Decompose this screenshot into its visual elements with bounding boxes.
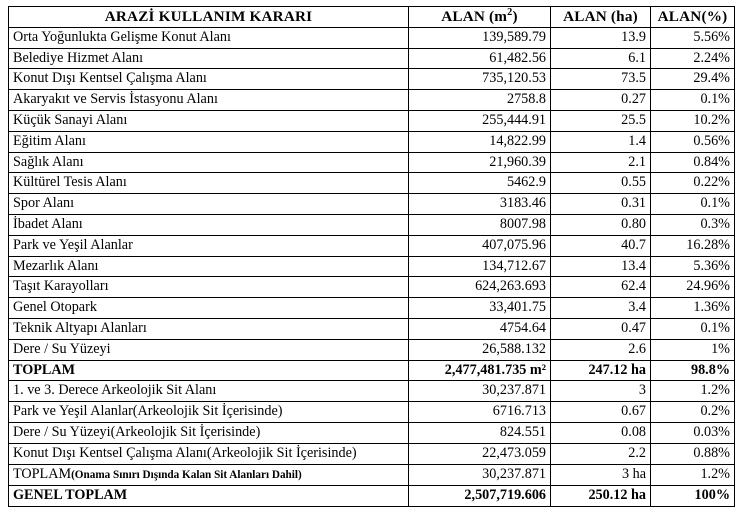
cell-area-ha: 0.08 (551, 422, 651, 443)
cell-area-percent: 0.2% (651, 402, 735, 423)
table-row (9, 360, 735, 381)
table-header (9, 7, 735, 28)
cell-land-use-name (9, 381, 409, 402)
cell-land-use-name (9, 173, 409, 194)
land-use-name-note: (Onama Sınırı Dışında Kalan Sit Alanları Dahil) (71, 468, 302, 481)
cell-area-m2: 824.551 (409, 422, 551, 443)
cell-area-percent: 10.2% (651, 110, 735, 131)
cell-land-use-name (9, 194, 409, 215)
area-m2-label-suffix: ) (512, 8, 518, 25)
cell-area-ha: 3.4 (551, 298, 651, 319)
land-use-name-text: Park ve Yeşil Alanlar (13, 236, 133, 253)
cell-area-percent: 2.24% (651, 48, 735, 69)
area-m2-label-prefix: ALAN (m (441, 8, 508, 25)
header-row (9, 7, 735, 28)
cell-area-m2: 30,237.871 (409, 464, 551, 486)
table-row (9, 69, 735, 90)
cell-area-ha: 40.7 (551, 235, 651, 256)
cell-area-ha: 250.12 ha (551, 486, 651, 507)
land-use-name-text: Orta Yoğunlukta Gelişme Konut Alanı (13, 28, 231, 45)
table-row (9, 214, 735, 235)
cell-land-use-name (9, 298, 409, 319)
cell-area-m2: 8007.98 (409, 214, 551, 235)
column-header-land-use-decision: ARAZİ KULLANIM KARARI (9, 7, 409, 28)
cell-area-percent: 29.4% (651, 69, 735, 90)
cell-area-m2: 407,075.96 (409, 235, 551, 256)
cell-land-use-name (9, 69, 409, 90)
cell-area-percent: 16.28% (651, 235, 735, 256)
cell-land-use-name (9, 339, 409, 360)
cell-area-percent: 0.22% (651, 173, 735, 194)
table-row (9, 256, 735, 277)
land-use-table (8, 6, 735, 507)
cell-land-use-name (9, 152, 409, 173)
cell-area-m2: 134,712.67 (409, 256, 551, 277)
cell-area-ha: 0.55 (551, 173, 651, 194)
land-use-name-text: Kültürel Tesis Alanı (13, 174, 127, 191)
cell-area-ha: 13.4 (551, 256, 651, 277)
table-row (9, 381, 735, 402)
cell-area-ha: 25.5 (551, 110, 651, 131)
cell-area-m2: 26,588.132 (409, 339, 551, 360)
table-row (9, 90, 735, 111)
table-row (9, 277, 735, 298)
land-use-name-text: Akaryakıt ve Servis İstasyonu Alanı (13, 91, 218, 108)
cell-area-percent: 0.84% (651, 152, 735, 173)
land-use-name-text: Park ve Yeşil Alanlar(Arkeolojik Sit İçerisinde) (13, 403, 283, 420)
cell-area-percent: 0.1% (651, 194, 735, 215)
cell-area-ha: 247.12 ha (551, 360, 651, 381)
table-row (9, 402, 735, 423)
cell-area-m2: 3183.46 (409, 194, 551, 215)
cell-land-use-name (9, 360, 409, 381)
cell-area-ha: 3 (551, 381, 651, 402)
land-use-name-text: Küçük Sanayi Alanı (13, 111, 128, 128)
cell-land-use-name (9, 486, 409, 507)
cell-area-m2: 139,589.79 (409, 27, 551, 48)
cell-area-percent: 0.1% (651, 318, 735, 339)
cell-area-percent: 0.1% (651, 90, 735, 111)
cell-area-m2: 61,482.56 (409, 48, 551, 69)
table-row (9, 318, 735, 339)
table-row (9, 298, 735, 319)
cell-land-use-name (9, 443, 409, 464)
column-header-area-m2 (409, 7, 551, 28)
cell-area-ha: 13.9 (551, 27, 651, 48)
table-row (9, 486, 735, 507)
cell-area-ha: 0.31 (551, 194, 651, 215)
land-use-name-text: Eğitim Alanı (13, 132, 86, 149)
cell-area-m2: 33,401.75 (409, 298, 551, 319)
cell-land-use-name (9, 131, 409, 152)
land-use-name-text: Sağlık Alanı (13, 153, 84, 170)
land-use-name-text: 1. ve 3. Derece Arkeolojik Sit Alanı (13, 382, 217, 399)
cell-land-use-name (9, 277, 409, 298)
land-use-name-text: Mezarlık Alanı (13, 257, 99, 274)
land-use-table-container (8, 6, 734, 507)
table-row (9, 48, 735, 69)
cell-area-percent: 0.03% (651, 422, 735, 443)
cell-land-use-name (9, 110, 409, 131)
cell-area-m2: 624,263.693 (409, 277, 551, 298)
cell-area-percent: 1.2% (651, 464, 735, 486)
cell-area-ha: 0.67 (551, 402, 651, 423)
table-row (9, 443, 735, 464)
table-row (9, 235, 735, 256)
cell-area-m2: 2,477,481.735 m² (409, 360, 551, 381)
cell-area-percent: 5.36% (651, 256, 735, 277)
cell-area-percent: 24.96% (651, 277, 735, 298)
cell-area-percent: 5.56% (651, 27, 735, 48)
cell-area-percent: 98.8% (651, 360, 735, 381)
land-use-name-text: Konut Dışı Kentsel Çalışma Alanı(Arkeolojik Sit İçerisinde) (13, 444, 357, 461)
cell-area-m2: 21,960.39 (409, 152, 551, 173)
cell-area-percent: 0.3% (651, 214, 735, 235)
table-row (9, 194, 735, 215)
land-use-name-text: Teknik Altyapı Alanları (13, 319, 147, 336)
land-use-name-text: Dere / Su Yüzeyi (13, 340, 111, 357)
cell-area-m2: 6716.713 (409, 402, 551, 423)
cell-area-ha: 2.1 (551, 152, 651, 173)
cell-area-percent: 0.88% (651, 443, 735, 464)
land-use-name-text: Dere / Su Yüzeyi(Arkeolojik Sit İçerisinde) (13, 423, 261, 440)
cell-area-percent: 1.2% (651, 381, 735, 402)
cell-area-ha: 0.80 (551, 214, 651, 235)
land-use-name-text: TOPLAM (13, 465, 72, 482)
cell-area-m2: 30,237.871 (409, 381, 551, 402)
cell-area-m2: 735,120.53 (409, 69, 551, 90)
cell-land-use-name (9, 318, 409, 339)
table-row (9, 422, 735, 443)
land-use-name-text: GENEL TOPLAM (13, 487, 128, 504)
table-row (9, 110, 735, 131)
cell-land-use-name (9, 464, 409, 486)
table-body (9, 27, 735, 506)
table-row (9, 27, 735, 48)
cell-area-m2: 255,444.91 (409, 110, 551, 131)
table-row (9, 131, 735, 152)
land-use-name-text: Konut Dışı Kentsel Çalışma Alanı (13, 70, 207, 87)
cell-area-ha: 73.5 (551, 69, 651, 90)
land-use-name-text: TOPLAM (13, 361, 76, 378)
cell-area-percent: 100% (651, 486, 735, 507)
cell-land-use-name (9, 235, 409, 256)
cell-area-percent: 1% (651, 339, 735, 360)
cell-area-ha: 2.2 (551, 443, 651, 464)
cell-area-ha: 0.27 (551, 90, 651, 111)
cell-area-ha: 2.6 (551, 339, 651, 360)
cell-area-percent: 0.56% (651, 131, 735, 152)
table-row (9, 173, 735, 194)
table-row (9, 152, 735, 173)
cell-land-use-name (9, 27, 409, 48)
cell-area-ha: 6.1 (551, 48, 651, 69)
cell-area-ha: 62.4 (551, 277, 651, 298)
cell-area-m2: 2758.8 (409, 90, 551, 111)
cell-area-m2: 14,822.99 (409, 131, 551, 152)
land-use-name-text: Genel Otopark (13, 299, 97, 316)
cell-area-m2: 22,473.059 (409, 443, 551, 464)
land-use-name-text: Spor Alanı (13, 195, 75, 212)
cell-land-use-name (9, 90, 409, 111)
cell-area-m2: 5462.9 (409, 173, 551, 194)
cell-area-m2: 4754.64 (409, 318, 551, 339)
cell-land-use-name (9, 422, 409, 443)
cell-land-use-name (9, 402, 409, 423)
cell-land-use-name (9, 214, 409, 235)
table-row (9, 339, 735, 360)
column-header-area-percent: ALAN(%) (651, 7, 735, 28)
land-use-name-text: Taşıt Karayolları (13, 278, 109, 295)
land-use-name-text: Belediye Hizmet Alanı (13, 49, 144, 66)
land-use-name-text: İbadet Alanı (13, 215, 83, 232)
area-m2-superscript: 2 (507, 6, 513, 18)
cell-land-use-name (9, 256, 409, 277)
table-row (9, 464, 735, 486)
cell-area-ha: 3 ha (551, 464, 651, 486)
cell-area-percent: 1.36% (651, 298, 735, 319)
cell-land-use-name (9, 48, 409, 69)
column-header-area-ha: ALAN (ha) (551, 7, 651, 28)
cell-area-ha: 0.47 (551, 318, 651, 339)
cell-area-ha: 1.4 (551, 131, 651, 152)
cell-area-m2: 2,507,719.606 (409, 486, 551, 507)
